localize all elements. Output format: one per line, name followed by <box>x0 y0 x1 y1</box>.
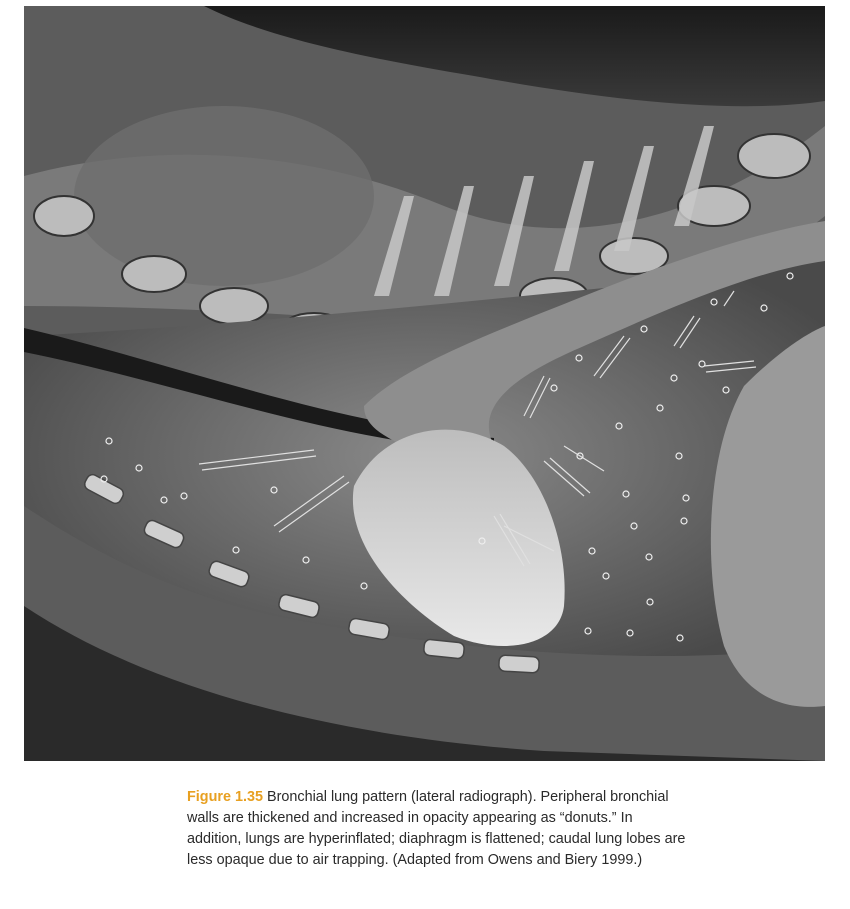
figure-caption <box>187 787 687 871</box>
radiograph-illustration <box>24 6 825 761</box>
radiograph-image <box>24 6 825 761</box>
figure-caption-text: Bronchial lung pattern (lateral radiograph). Peripheral bronchial walls are thickened and increased in opacity appearing as “donuts.” In addition, lungs are hyperinflated; diaphragm is flattened; caudal lung lobes are less opaque due to air trapping. (Adapted from Owens and Biery 1999.) <box>187 789 686 868</box>
figure-label: Figure 1.35 <box>187 789 263 805</box>
scapula-area <box>74 106 374 286</box>
